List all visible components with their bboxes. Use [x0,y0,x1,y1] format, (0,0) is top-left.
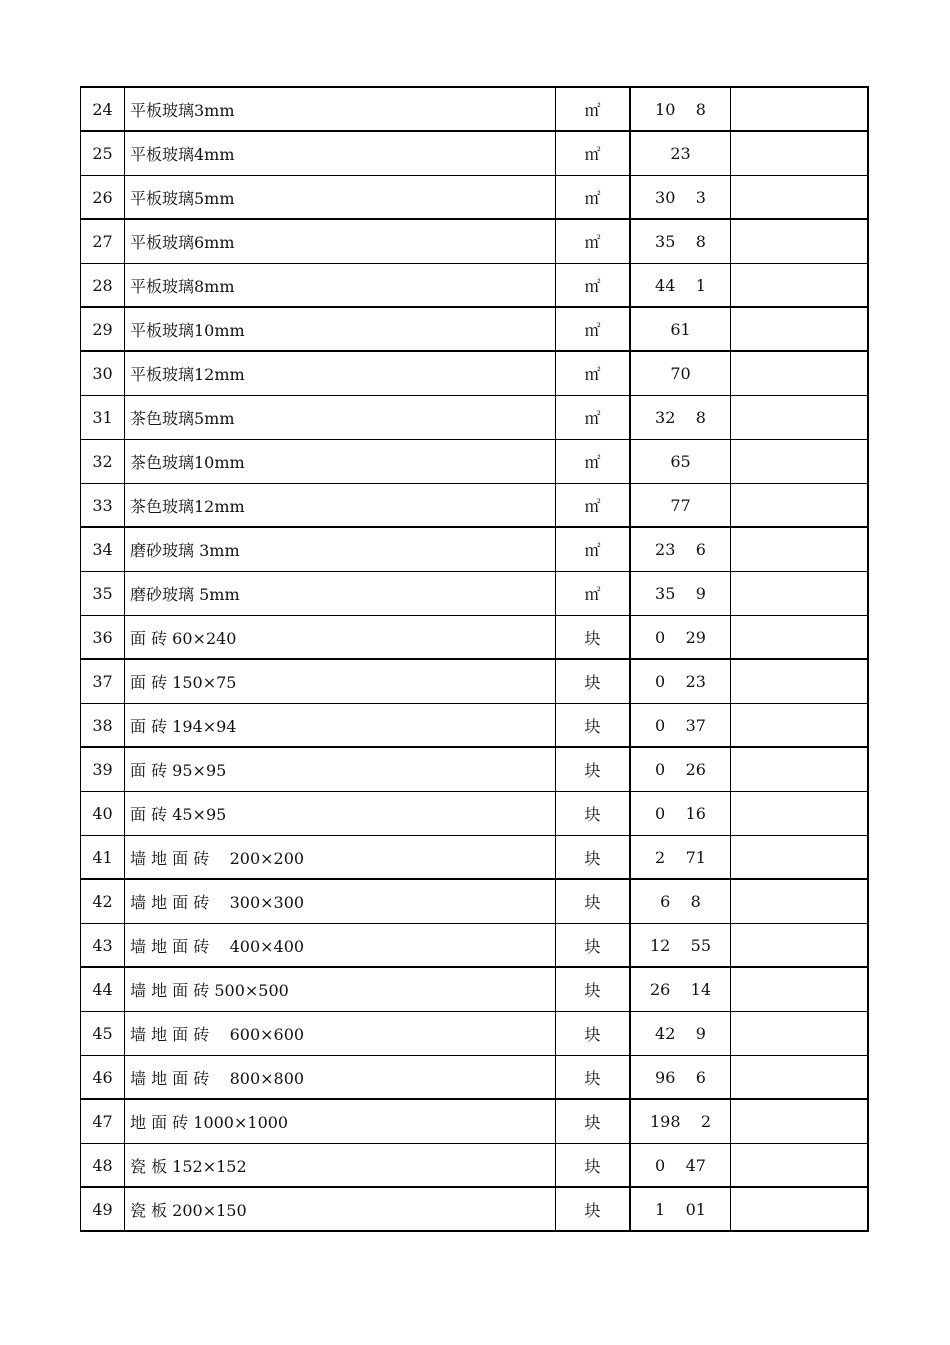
note-cell [731,924,867,966]
material-name: 面 砖 45×95 [125,792,556,835]
note-cell [731,704,867,746]
material-name: 墙 地 面 砖 800×800 [125,1056,556,1098]
price-cell: 61 [631,308,731,350]
material-name: 墙 地 面 砖 500×500 [125,968,556,1011]
unit-cell: 块 [556,836,631,878]
table-row [81,1012,867,1056]
table-row [81,352,867,396]
material-name: 面 砖 60×240 [125,616,556,658]
table-row [81,484,867,528]
material-name: 茶色玻璃12mm [125,484,556,526]
note-cell [731,176,867,218]
note-cell [731,572,867,615]
table-row [81,176,867,220]
note-cell [731,220,867,263]
price-cell: 35 9 [631,572,731,615]
row-number: 28 [81,264,125,306]
table-row [81,132,867,176]
note-cell [731,264,867,306]
unit-cell: 块 [556,1188,631,1230]
price-cell: 23 [631,132,731,175]
row-number: 38 [81,704,125,746]
row-number: 37 [81,660,125,703]
price-cell: 0 47 [631,1144,731,1186]
material-name: 平板玻璃10mm [125,308,556,350]
price-cell: 96 6 [631,1056,731,1098]
material-name: 墙 地 面 砖 300×300 [125,880,556,923]
unit-cell: 块 [556,1144,631,1186]
row-number: 41 [81,836,125,878]
price-cell: 77 [631,484,731,526]
note-cell [731,616,867,658]
row-number: 44 [81,968,125,1011]
row-number: 25 [81,132,125,175]
material-name: 墙 地 面 砖 400×400 [125,924,556,966]
row-number: 45 [81,1012,125,1055]
table-row [81,220,867,264]
unit-cell: 块 [556,792,631,835]
unit-cell: ㎡ [556,440,631,483]
table-row [81,748,867,792]
note-cell [731,1100,867,1143]
price-cell: 10 8 [631,88,731,130]
row-number: 27 [81,220,125,263]
unit-cell: 块 [556,1100,631,1143]
table-row [81,880,867,924]
row-number: 32 [81,440,125,483]
table-row [81,660,867,704]
row-number: 24 [81,88,125,130]
table-row [81,440,867,484]
row-number: 40 [81,792,125,835]
unit-cell: ㎡ [556,308,631,350]
table-row [81,1144,867,1188]
material-name: 平板玻璃5mm [125,176,556,218]
material-name: 墙 地 面 砖 600×600 [125,1012,556,1055]
material-name: 墙 地 面 砖 200×200 [125,836,556,878]
unit-cell: ㎡ [556,396,631,439]
price-cell: 198 2 [631,1100,731,1143]
unit-cell: ㎡ [556,88,631,130]
row-number: 49 [81,1188,125,1230]
unit-cell: 块 [556,880,631,923]
price-cell: 44 1 [631,264,731,306]
unit-cell: 块 [556,1012,631,1055]
price-cell: 30 3 [631,176,731,218]
unit-cell: 块 [556,968,631,1011]
row-number: 43 [81,924,125,966]
unit-cell: 块 [556,660,631,703]
table-row [81,1100,867,1144]
price-cell: 0 37 [631,704,731,746]
note-cell [731,308,867,350]
material-name: 平板玻璃3mm [125,88,556,130]
material-name: 平板玻璃4mm [125,132,556,175]
note-cell [731,792,867,835]
price-cell: 2 71 [631,836,731,878]
price-cell: 0 26 [631,748,731,791]
material-name: 平板玻璃12mm [125,352,556,395]
row-number: 42 [81,880,125,923]
price-cell: 12 55 [631,924,731,966]
table-row [81,88,867,132]
material-name: 平板玻璃8mm [125,264,556,306]
table-row [81,572,867,616]
note-cell [731,1012,867,1055]
table-row [81,968,867,1012]
price-cell: 0 29 [631,616,731,658]
unit-cell: ㎡ [556,572,631,615]
price-cell: 1 01 [631,1188,731,1230]
table-row [81,264,867,308]
note-cell [731,484,867,526]
row-number: 34 [81,528,125,571]
unit-cell: ㎡ [556,484,631,526]
material-name: 面 砖 150×75 [125,660,556,703]
note-cell [731,88,867,130]
table-row [81,1056,867,1100]
price-cell: 6 8 [631,880,731,923]
unit-cell: 块 [556,924,631,966]
material-name: 磨砂玻璃 3mm [125,528,556,571]
note-cell [731,1056,867,1098]
row-number: 35 [81,572,125,615]
note-cell [731,132,867,175]
row-number: 31 [81,396,125,439]
unit-cell: ㎡ [556,132,631,175]
table-row [81,528,867,572]
table-row [81,308,867,352]
unit-cell: 块 [556,1056,631,1098]
price-cell: 70 [631,352,731,395]
row-number: 46 [81,1056,125,1098]
unit-cell: 块 [556,748,631,791]
note-cell [731,880,867,923]
row-number: 36 [81,616,125,658]
table-row [81,792,867,836]
price-cell: 0 16 [631,792,731,835]
note-cell [731,660,867,703]
note-cell [731,836,867,878]
unit-cell: 块 [556,616,631,658]
table-row [81,616,867,660]
note-cell [731,1188,867,1230]
row-number: 29 [81,308,125,350]
note-cell [731,396,867,439]
note-cell [731,748,867,791]
row-number: 39 [81,748,125,791]
price-table [80,86,869,1232]
row-number: 30 [81,352,125,395]
table-row [81,924,867,968]
material-name: 面 砖 194×94 [125,704,556,746]
unit-cell: ㎡ [556,352,631,395]
unit-cell: ㎡ [556,528,631,571]
material-name: 茶色玻璃10mm [125,440,556,483]
note-cell [731,1144,867,1186]
table-row [81,836,867,880]
material-name: 磨砂玻璃 5mm [125,572,556,615]
material-name: 面 砖 95×95 [125,748,556,791]
price-cell: 42 9 [631,1012,731,1055]
note-cell [731,968,867,1011]
note-cell [731,352,867,395]
row-number: 47 [81,1100,125,1143]
material-name: 瓷 板 200×150 [125,1188,556,1230]
row-number: 26 [81,176,125,218]
price-cell: 32 8 [631,396,731,439]
material-name: 地 面 砖 1000×1000 [125,1100,556,1143]
price-cell: 0 23 [631,660,731,703]
price-cell: 26 14 [631,968,731,1011]
note-cell [731,528,867,571]
row-number: 48 [81,1144,125,1186]
unit-cell: 块 [556,704,631,746]
material-name: 瓷 板 152×152 [125,1144,556,1186]
note-cell [731,440,867,483]
price-cell: 35 8 [631,220,731,263]
table-row [81,704,867,748]
material-name: 茶色玻璃5mm [125,396,556,439]
material-name: 平板玻璃6mm [125,220,556,263]
table-row [81,1188,867,1232]
price-cell: 23 6 [631,528,731,571]
row-number: 33 [81,484,125,526]
unit-cell: ㎡ [556,220,631,263]
price-cell: 65 [631,440,731,483]
unit-cell: ㎡ [556,176,631,218]
table-row [81,396,867,440]
unit-cell: ㎡ [556,264,631,306]
